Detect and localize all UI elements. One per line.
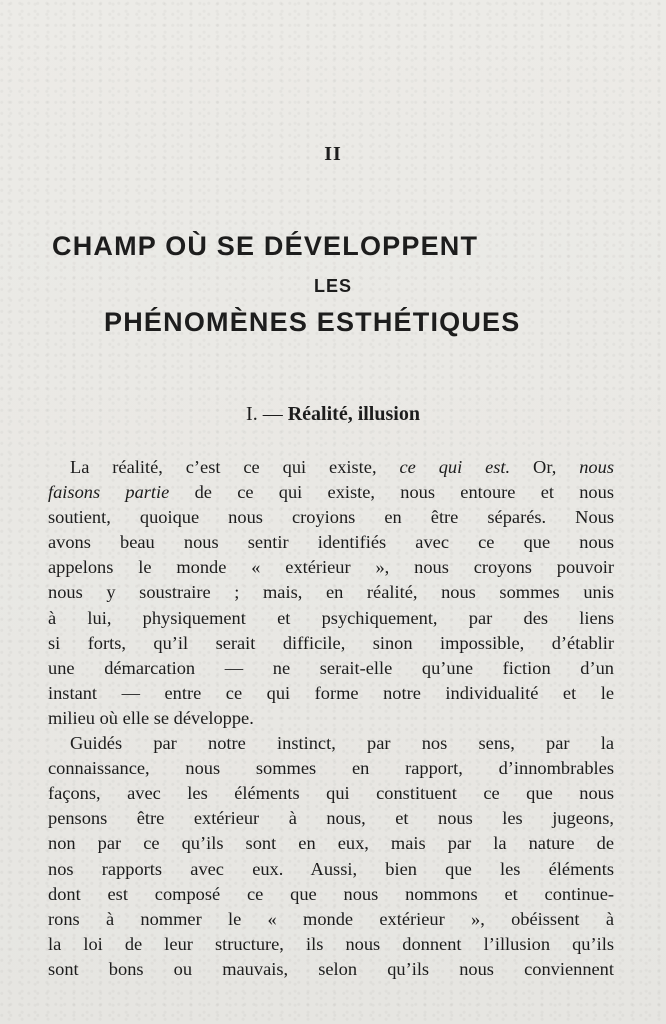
section-heading <box>0 403 666 426</box>
text-line: instant — entre ce qui forme notre individualité et le <box>48 682 614 703</box>
text-line: à lui, physiquement et psychiquement, par des liens <box>48 607 614 628</box>
italic-span: nous <box>579 457 614 477</box>
text-line: soutient, quoique nous croyions en être séparés. Nous <box>48 507 614 528</box>
text-line: rons à nommer le « monde extérieur », obéissent à <box>48 908 614 929</box>
text-line: une démarcation — ne serait-elle qu’une fiction d’un <box>48 657 614 678</box>
text-line: pensons être extérieur à nous, et nous les jugeons, <box>48 808 614 829</box>
text-line: milieu où elle se développe. <box>48 707 254 728</box>
text-line <box>48 480 614 505</box>
section-number: I. — <box>246 403 283 425</box>
text-line: façons, avec les éléments qui constituent ce que nous <box>48 783 614 804</box>
italic-span: faisons partie <box>48 482 170 503</box>
text-line: la loi de leur structure, ils nous donnent l’illusion qu’ils <box>48 933 614 954</box>
text-line: avons beau nous sentir identifiés avec ce que nous <box>48 532 614 553</box>
text-line: dont est composé ce que nous nommons et continue- <box>48 883 614 904</box>
chapter-title-line-3: PHÉNOMÈNES ESTHÉTIQUES <box>104 307 521 337</box>
section-title: Réalité, illusion <box>287 403 420 425</box>
text-line: non par ce qu’ils sont en eux, mais par la nature de <box>48 833 614 854</box>
text-span: de ce qui existe, nous entoure et nous <box>169 482 614 503</box>
chapter-title-line-1: CHAMP OÙ SE DÉVELOPPENT <box>52 231 479 261</box>
text-line: si forts, qu’il serait difficile, sinon impossible, d’établir <box>48 632 614 653</box>
text-line: sont bons ou mauvais, selon qu’ils nous conviennent <box>48 958 614 979</box>
text-line: appelons le monde « extérieur », nous croyons pouvoir <box>48 557 614 578</box>
text-line: nous y soustraire ; mais, en réalité, nous sommes unis <box>48 582 614 603</box>
body-text <box>48 455 614 982</box>
text-span: La réalité, c’est ce qui existe, <box>70 457 400 477</box>
italic-span: ce qui est. <box>399 457 511 477</box>
text-line <box>48 455 614 480</box>
text-line: connaissance, nous sommes en rapport, d’innombrables <box>48 758 614 779</box>
text-line: nos rapports avec eux. Aussi, bien que les éléments <box>48 858 614 879</box>
chapter-title-line-2: LES <box>314 276 353 296</box>
chapter-number: II <box>324 143 342 165</box>
text-span: Or, <box>510 457 580 477</box>
text-line: Guidés par notre instinct, par nos sens, par la <box>70 733 614 754</box>
